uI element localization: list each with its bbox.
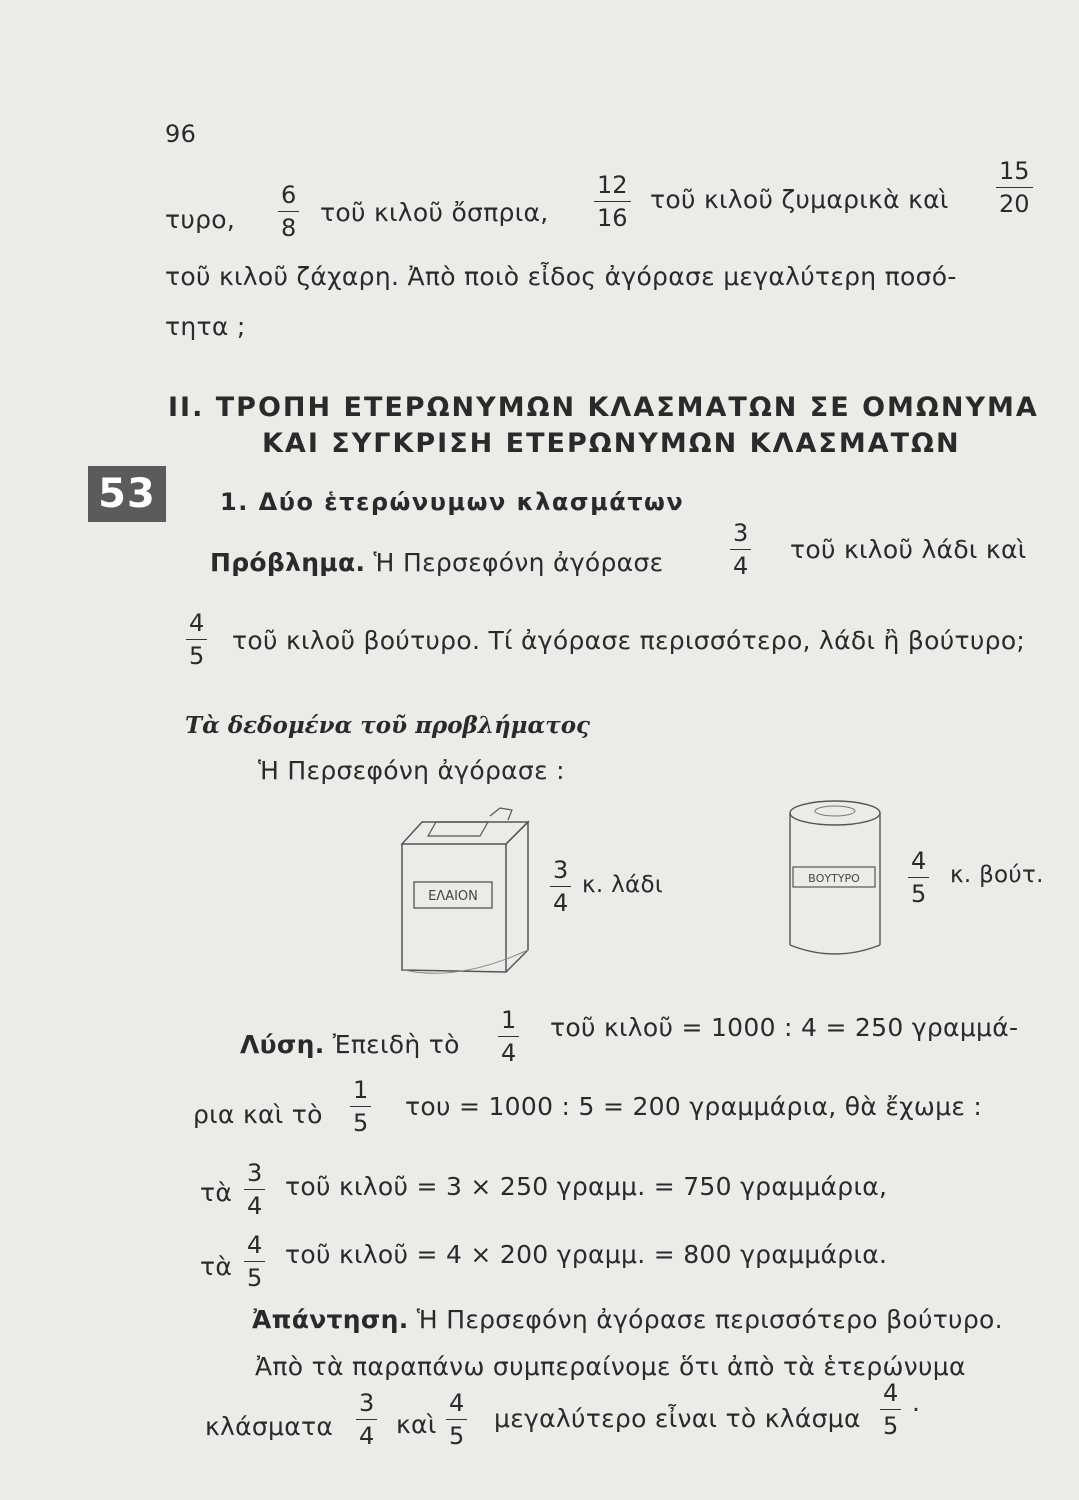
data-heading: Τὰ δεδομένα τοῦ προβλήματος xyxy=(185,712,591,739)
butter-jar-illustration xyxy=(785,795,895,970)
denominator: 4 xyxy=(501,1039,517,1067)
fraction-15-20 xyxy=(996,158,1033,217)
problem-paragraph-line1 xyxy=(210,548,663,577)
fraction-bar xyxy=(244,1261,265,1262)
solution-line4-start: τὰ xyxy=(200,1252,233,1281)
solution-line3-end: τοῦ κιλοῦ = 3 × 250 γραμμ. = 750 γραμμάρια, xyxy=(285,1172,888,1201)
fraction-bar xyxy=(908,877,929,878)
numerator: 4 xyxy=(883,1379,899,1407)
fraction-3-4 xyxy=(730,520,751,579)
denominator: 5 xyxy=(247,1264,263,1292)
solution-line2-end: του = 1000 : 5 = 200 γραμμάρια, θὰ ἔχωμε : xyxy=(405,1092,983,1121)
data-intro: Ἡ Περσεφόνη ἀγόρασε : xyxy=(258,756,565,785)
can-label: ΕΛΑΙΟΝ xyxy=(428,889,478,904)
denominator: 5 xyxy=(353,1109,369,1137)
subsection-title: 1. Δύο ἑτερώνυμων κλασμάτων xyxy=(220,488,685,516)
solution-line1-end: τοῦ κιλοῦ = 1000 : 4 = 250 γραμμά- xyxy=(550,1013,1019,1042)
conclusion-text-fractions: κλάσματα xyxy=(205,1412,334,1441)
numerator: 4 xyxy=(247,1231,263,1259)
fraction-4-5-solution xyxy=(244,1232,265,1291)
numerator: 3 xyxy=(247,1159,263,1187)
fraction-4-5-final xyxy=(880,1380,901,1439)
numerator: 4 xyxy=(911,847,927,875)
denominator: 5 xyxy=(883,1412,899,1440)
numerator: 15 xyxy=(999,157,1030,185)
denominator: 5 xyxy=(449,1422,465,1450)
numerator: 4 xyxy=(189,609,205,637)
fraction-bar xyxy=(244,1189,265,1190)
fraction-12-16 xyxy=(594,172,631,231)
denominator: 4 xyxy=(553,889,569,917)
text-line-quantity: τητα ; xyxy=(165,312,246,341)
solution-text: Ἐπειδὴ τὸ xyxy=(332,1030,460,1059)
fraction-4-5-conclusion xyxy=(446,1390,467,1449)
denominator: 8 xyxy=(281,214,297,242)
oil-can-illustration xyxy=(388,800,538,985)
numerator: 3 xyxy=(553,856,569,884)
fraction-1-4 xyxy=(498,1007,519,1066)
numerator: 1 xyxy=(501,1006,517,1034)
fraction-butter-4-5 xyxy=(908,848,929,907)
fraction-bar xyxy=(730,549,751,550)
fraction-bar xyxy=(278,211,299,212)
fraction-1-5 xyxy=(350,1077,371,1136)
text-legumes: τοῦ κιλοῦ ὄσπρια, xyxy=(320,198,549,227)
numerator: 12 xyxy=(597,171,628,199)
solution-line4-end: τοῦ κιλοῦ = 4 × 200 γραμμ. = 800 γραμμάρια. xyxy=(285,1240,888,1269)
numerator: 4 xyxy=(449,1389,465,1417)
butter-quantity-label: κ. βούτ. xyxy=(950,862,1044,888)
fraction-bar xyxy=(498,1036,519,1037)
denominator: 5 xyxy=(911,880,927,908)
fraction-bar xyxy=(880,1409,901,1410)
solution-line2-start: ρια καὶ τὸ xyxy=(193,1100,323,1129)
denominator: 4 xyxy=(359,1422,375,1450)
text-pasta: τοῦ κιλοῦ ζυμαρικὰ καὶ xyxy=(650,185,949,214)
page-number: 96 xyxy=(165,120,197,148)
fraction-bar xyxy=(350,1106,371,1107)
text-line-sugar: τοῦ κιλοῦ ζάχαρη. Ἀπὸ ποιὸ εἶδος ἀγόρασε μεγαλύτερη ποσό- xyxy=(165,262,957,291)
denominator: 4 xyxy=(247,1192,263,1220)
solution-label: Λύση. xyxy=(240,1030,325,1059)
section-heading-line1: ΙΙ. ΤΡΟΠΗ ΕΤΕΡΩΝΥΜΩΝ ΚΛΑΣΜΑΤΩΝ ΣΕ ΟΜΩΝΥΜΑ xyxy=(168,392,1039,423)
numerator: 3 xyxy=(733,519,749,547)
fraction-3-4-solution xyxy=(244,1160,265,1219)
answer-line xyxy=(252,1305,1003,1334)
fraction-bar xyxy=(594,201,631,202)
denominator: 5 xyxy=(189,642,205,670)
text-word-start: τυρο, xyxy=(165,205,236,234)
problem-text-start: Ἡ Περσεφόνη ἀγόρασε xyxy=(373,548,664,577)
problem-label: Πρόβλημα. xyxy=(210,548,366,577)
fraction-bar xyxy=(356,1419,377,1420)
fraction-oil-3-4 xyxy=(550,857,571,916)
section-heading-line2: ΚΑΙ ΣΥΓΚΡΙΣΗ ΕΤΕΡΩΝΥΜΩΝ ΚΛΑΣΜΑΤΩΝ xyxy=(262,428,961,459)
conclusion-line1: Ἀπὸ τὰ παραπάνω συμπεραίνομε ὅτι ἀπὸ τὰ ἑτερώνυμα xyxy=(255,1352,966,1381)
problem-text-butter: τοῦ κιλοῦ βούτυρο. Τί ἀγόρασε περισσότερο, λάδι ἢ βούτυρο; xyxy=(232,626,1026,655)
fraction-bar xyxy=(446,1419,467,1420)
problem-text-oil: τοῦ κιλοῦ λάδι καὶ xyxy=(790,535,1027,564)
fraction-4-5 xyxy=(186,610,207,669)
oil-quantity-label: κ. λάδι xyxy=(582,872,663,898)
denominator: 20 xyxy=(999,190,1030,218)
fraction-3-4-conclusion xyxy=(356,1390,377,1449)
fraction-bar xyxy=(996,187,1033,188)
solution-line3-start: τὰ xyxy=(200,1178,233,1207)
denominator: 16 xyxy=(597,204,628,232)
solution-line1-start xyxy=(240,1030,460,1059)
fraction-bar xyxy=(550,886,571,887)
conclusion-period: . xyxy=(912,1388,921,1417)
fraction-6-8 xyxy=(278,182,299,241)
fraction-bar xyxy=(186,639,207,640)
numerator: 6 xyxy=(281,181,297,209)
numerator: 1 xyxy=(353,1076,369,1104)
conclusion-text-and: καὶ xyxy=(396,1410,437,1439)
denominator: 4 xyxy=(733,552,749,580)
conclusion-text-greater: μεγαλύτερο εἶναι τὸ κλάσμα xyxy=(494,1404,861,1433)
jar-label: ΒΟΥΤΥΡΟ xyxy=(808,872,860,885)
section-number-badge: 53 xyxy=(88,466,166,522)
answer-text: Ἡ Περσεφόνη ἀγόρασε περισσότερο βούτυρο. xyxy=(416,1305,1003,1334)
numerator: 3 xyxy=(359,1389,375,1417)
answer-label: Ἀπάντηση. xyxy=(252,1305,409,1334)
